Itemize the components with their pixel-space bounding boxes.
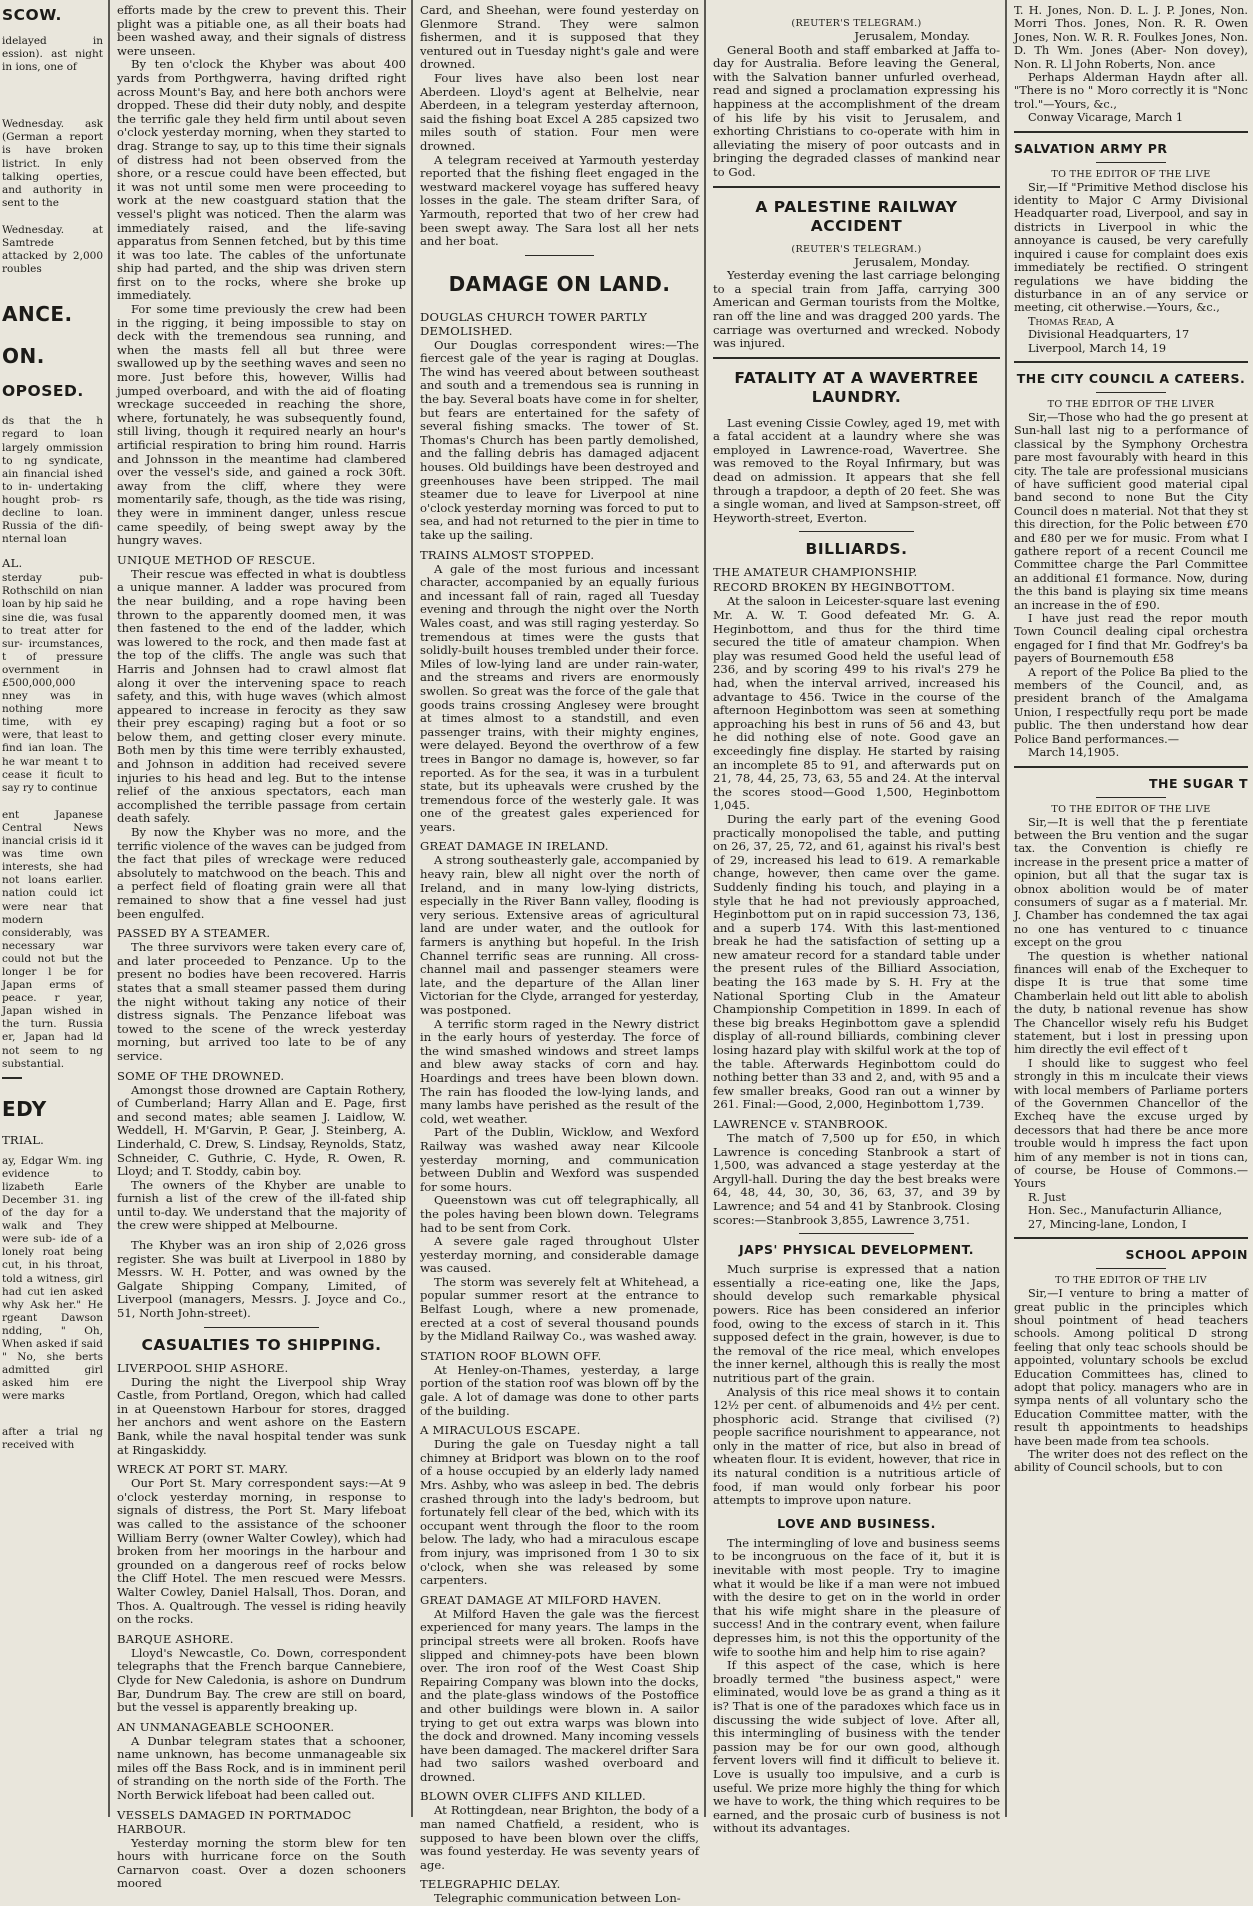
article-headline: BILLIARDS. [805, 540, 908, 559]
section-subheading: SOME OF THE DROWNED. [117, 1068, 285, 1083]
letter-paragraph: I should like to suggest who feel strongly in this m inculcate their views with local members of Parliame porters of the Governmen Chancellor of the Excheq have the excuse urged by decessors that had there be ance more trouble would h impress the fact upon him of any member is not in tions can, of course, be House of Commons.—Yours [1014, 1056, 1248, 1191]
wire-tag: (REUTER'S TELEGRAM.) [791, 18, 922, 29]
article-paragraph: efforts made by the crew to prevent this. Their plight was a pitiable one, as all their boats had been washed away, and their signals of distress were unseen. [117, 3, 406, 58]
wire-tag: (REUTER'S TELEGRAM.) [791, 243, 922, 255]
article-paragraph: Four lives have also been lost near Aberdeen. Lloyd's agent at Belhelvie, near Aberdeen, in a telegram yesterday afternoon, said the fishing boat Excel A 285 capsized two miles south of station. Four men were drowned. [420, 70, 699, 153]
editor-address: TO THE EDITOR OF THE LIV [1055, 1275, 1207, 1287]
fragment-heading: ANCE. [2, 302, 73, 327]
article-paragraph: During the early part of the evening Good practically monopolised the table, and putting on 26, 37, 25, 72, and 61, against his rival's best of 29, increased his lead to 619. A remarkable change, however, then came over the game. Suddenly finding his touch, and playing in a style that he had not previously approached, Heginbottom put on in rapid succession 73, 136, and a superb 174. With this last-mentioned break he had the satisfaction of setting up a new amateur record for a standard table under the present rules of the Billiard Association, beating the 163 made by S. H. Fry at the National Sporting Club in the Amateur Championship Competition in 1899. In each of these big breaks Heginbottom gave a splendid display of all-round billiards, combining clever losing hazard play with skilful work at the top of the table. Afterwards Heginbottom could do nothing better than 33 and 2, and, with 95 and a few smaller breaks, Good ran out a winner by 261. Final:—Good, 2,000, Heginbottom 1,739. [713, 811, 1000, 1112]
article-paragraph: Yesterday morning the storm blew for ten hours with hurricane force on the South Carnarvon coast. Over a dozen schooners moored [117, 1835, 406, 1891]
article-paragraph: Our Port St. Mary correspondent says:—At 9 o'clock yesterday morning, in response to signals of distress, the Port St. Mary lifeboat was called to the assistance of the schooner William Berry (owner Walter Cowley), which had broken from her moorings in the harbour and grounded on a dangerous reef of rocks below the Cliff Hotel. The men rescued were Messrs. Walter Cowley, Daniel Halsall, Thos. Doran, and Thos. A. Qualtrough. The vessel is riding heavily on the rocks. [117, 1476, 406, 1627]
section-subheading: BARQUE ASHORE. [117, 1631, 234, 1646]
section-subheading: GREAT DAMAGE AT MILFORD HAVEN. [420, 1592, 662, 1607]
article-paragraph: Lloyd's Newcastle, Co. Down, correspondent telegraphs that the French barque Cannebiere, Clyde for New Caledonia, is ashore on Dundrum Bar, Dundrum Bay. The crew are still on board, but the vessel is apparently breaking up. [117, 1645, 406, 1715]
section-subheading: VESSELS DAMAGED IN PORTMADOC HARBOUR. [117, 1807, 352, 1836]
letter-paragraph: Sir,—Those who had the go present at Sun-hall last nig to a performance of classical by the Symphony Orchestra pare most favourably with heard in this city. The tale are professional musicians of have sufficient good material cipal band second to none But the City Council does n material. Not that they st this direction, for the Polic between £70 and £80 per we for music. From what I gathere report of a recent Council me Committee charge the Parl Committee an additional £1 formance. Now, during the this band is playing six time means an increase in the of £90. [1014, 410, 1248, 612]
column-rule [704, 0, 706, 1817]
article-paragraph: Analysis of this rice meal shows it to contain 12½ per cent. of albumenoids and 4½ per cent. phosphoric acid. Strange that civilised (?) people sacrifice nourishment to appearance, not only in the matter of rice, but also in bread of wheaten flour. It is evident, however, that rice in its natural condition is a nutritious article of food, if man would only forbear his poor attempts to improve upon nature. [713, 1384, 1000, 1508]
article-paragraph: Our Douglas correspondent wires:—The fiercest gale of the year is raging at Douglas. The wind has veered about between southeast and south and a tremendous sea is running in the bay. Several boats have come in for shelter, but fears are entertained for the safety of several fishing smacks. The tower of St. Thomas's Church has been partly demolished, and the falling debris has damaged adjacent houses. Old buildings have been destroyed and greenhouses have been stripped. The mail steamer due to leave for Liverpool at nine o'clock yesterday morning was forced to put to sea, and had not returned to the pier in time to take up the sailing. [420, 337, 699, 542]
letter-paragraph: Sir,—I venture to bring a matter of great public in the principles which shoul pointment of head teachers schools. Among political D strong feeling that only teac schools should be appointed, voluntary schools be exclud Education Committees has, clined to adopt that policy. managers who are in sympa nents of all voluntary scho the Education Committee matter, with the result th appointments to headships have been made from tea schools. [1014, 1287, 1248, 1448]
letter-paragraph: The question is whether national finances will enab of the Exchequer to dispe It is true that some time Chamberlain held out litt able to abolish the duty, b national revenue has show The Chancellor wisely refu his Budget statement, but i lost in pressing upon him directly the evil effect of t [1014, 949, 1248, 1057]
article-paragraph: Last evening Cissie Cowley, aged 19, met with a fatal accident at a laundry where she was employed in Lawrence-road, Wavertree. She was removed to the Royal Infirmary, but was dead on admission. It appears that she fell through a trapdoor, a depth of 20 feet. She was a single woman, and lived at Sampson-street, off Heyworth-street, Everton. [713, 415, 1000, 525]
letter-signature: Thomas Read, A [1028, 314, 1114, 328]
letter-signature: Divisional Headquarters, 17 [1028, 328, 1190, 342]
article-paragraph: The match of 7,500 up for £50, in which Lawrence is conceding Stanbrook a start of 1,500, was advanced a stage yesterday at the Argyll-hall. During the day the best breaks were 64, 48, 44, 30, 30, 36, 63, 37, and 39 by Lawrence; and 54 and 41 by Stanbrook. Closing scores:—Stanbrook 3,855, Lawrence 3,751. [713, 1131, 1000, 1227]
article-paragraph: A telegram received at Yarmouth yesterday reported that the fishing fleet engaged in the westward mackerel voyage has suffered heavy losses in the gale. The steam drifter Sara, of Yarmouth, reported that two of her crew had been swept away. The Sara lost all her nets and her boat. [420, 152, 699, 249]
article-paragraph: At the saloon in Leicester-square last evening Mr. A. W. T. Good defeated Mr. G. A. Heginbottom, and thus for the third time secured the title of amateur champion. When play was resumed Good held the useful lead of 236, and by scoring 499 to his rival's 279 he had, when the interval arrived, increased his advantage to 456. Twice in the course of the afternoon Heginbottom was seen at something approaching his best in runs of 56 and 43, but he did nothing else of note. Good gave an exceedingly fine display. He started by raising an incomplete 85 to 91, and afterwards put on 21, 78, 44, 25, 73, 63, 55 and 24. At the interval the scores stood—Good 1,500, Heginbottom 1,045. [713, 594, 1000, 813]
letter-headline: SALVATION ARMY PR [1014, 140, 1168, 156]
article-paragraph: If this aspect of the case, which is here broadly termed "the business aspect," were eliminated, would love be as grand a thing as it is? That is one of the paradoxes which face us in discussing the wide subject of love. After all, this intermingling of business with the tender passion may be for our own good, although fervent lovers will find it difficult to believe it. Love is usually too impulsive, and a curb is useful. We prize more highly the thing for which we have to work, the thing which requires to be earned, and the prosaic curb of business is not without its advantages. [713, 1658, 1000, 1836]
article-paragraph: Card, and Sheehan, were found yesterday on Glenmore Strand. They were salmon fishermen, and it is supposed that they ventured out in Tuesday night's gale and were drowned. [420, 3, 699, 72]
dateline: Jerusalem, Monday. [854, 29, 970, 43]
section-subheading: WRECK AT PORT ST. MARY. [117, 1462, 289, 1477]
section-subheading: BLOWN OVER CLIFFS AND KILLED. [420, 1789, 646, 1804]
article-paragraph: A gale of the most furious and incessant character, accompanied by an equally furious and incessant fall of rain, raged all Tuesday evening and through the night over the North Wales coast, and was still raging yesterday. So tremendous at times were the gusts that solidly-built houses trembled under their force. Miles of low-lying land are under rain-water, and the streams and rivers are enormously swollen. So great was the force of the gale that goods trains crossing Anglesey were brought at times almost to a standstill, and even passenger trains, with their mighty engines, were delayed. Beyond the overthrow of a few trees in Bangor no damage is, however, so far reported. As for the sea, it was in a turbulent state, but its upheavals were crushed by the tremendous force of the westerly gale. It was one of the greatest gales experienced for years. [420, 561, 699, 834]
article-paragraph: Queenstown was cut off telegraphically, all the poles having been blown down. Telegrams had to be sent from Cork. [420, 1193, 699, 1235]
article-headline: LOVE AND BUSINESS. [777, 1515, 936, 1531]
fragment-paragraph: Wednesday. ask (German a report is have broken listrict. In enly talking operties, and authority in sent to the [2, 118, 103, 209]
article-paragraph: At Milford Haven the gale was the fiercest experienced for many years. The lamps in the principal streets were all broken. Roofs have slipped and chimney-pots have been blown over. The iron roof of the West Coast Ship Repairing Company was blown into the docks, and the plate-glass windows of the Postoffice and other buildings were blown in. A sailor trying to get out extra warps was blown into the dock and drowned. Many incoming vessels have been damaged. The mackerel drifter Sara had two sailors washed overboard and drowned. [420, 1606, 699, 1784]
column-2 [414, 0, 704, 1906]
article-headline: DAMAGE ON LAND. [448, 271, 671, 296]
article-paragraph: During the night the Liverpool ship Wray Castle, from Portland, Oregon, which had called in at Queenstown Harbour for stores, dragged her anchors and went ashore on the Eastern Bank, while the naval hospital tender was sunk at Ringaskiddy. [117, 1374, 406, 1457]
section-subheading: AN UNMANAGEABLE SCHOONER. [117, 1719, 335, 1734]
letter-signature: 27, Mincing-lane, London, I [1028, 1217, 1187, 1231]
letter-paragraph: Sir,—It is well that the p ferentiate between the Bru vention and the sugar tax. the Convention is chiefly re increase in the present price a matter of opinion, but all that the sugar tax is obnox abolition would be of mater consumers of sugar as a f material. Mr. J. Chamber has condemned the tax agai no one has ventured to c tinuance except on the grou [1014, 815, 1248, 950]
article-paragraph: Yesterday evening the last carriage belonging to a special train from Jaffa, carrying 300 American and German tourists from the Moltke, ran off the line and was dragged 200 yards. The carriage was overturned and wrecked. Nobody was injured. [713, 268, 1000, 351]
section-subheading: LAWRENCE v. STANBROOK. [713, 1117, 888, 1131]
editor-address: TO THE EDITOR OF THE LIVER [1047, 398, 1215, 410]
fragment-heading: SCOW. [2, 6, 62, 24]
section-subheading: PASSED BY A STEAMER. [117, 926, 271, 941]
fragment-paragraph: ent Japanese Central News inancial crisis id it was time own interests, she had not loans earlier. nation could ict were near that modern considerably, was necessary war could not but the longer l be for Japan erms of peace. r year, Japan wished in the turn. Russia er, Japan had ld not seem to ng substantial. [2, 808, 103, 1070]
article-paragraph: Part of the Dublin, Wicklow, and Wexford Railway was washed away near Kilcoole yesterday morning, and communication between Dublin and Wexford was suspended for some hours. [420, 1125, 699, 1194]
article-headline: CASUALTIES TO SHIPPING. [141, 1335, 382, 1354]
section-subheading: TRAINS ALMOST STOPPED. [420, 547, 595, 562]
article-headline: FATALITY AT A WAVERTREE LAUNDRY. [734, 368, 979, 406]
article-paragraph: Their rescue was effected in what is doubtless a unique manner. A ladder was procured from the near building, and a rope having been thrown to the apparently doomed men, it was then fastened to the end of the ladder, which was lowered to the rock, and then made fast at the top of the cliffs. The angle was such that Harris and Johnsen had to crawl almost flat along it over the intervening space to reach safety, and this, with huge waves (which almost appeared to increase in ferocity as they saw their prey escaping) raging but a foot or so below them, and getting closer every minute. Both men by this time were terribly exhausted, and Johnson in addition had received severe injuries to his head and leg. But to the intense relief of the anxious spectators, each man accomplished the terrible passage from certain death safely. [117, 566, 406, 826]
section-subheading: STATION ROOF BLOWN OFF. [420, 1348, 602, 1363]
letter-signature: Conway Vicarage, March 1 [1028, 111, 1184, 125]
editor-address: TO THE EDITOR OF THE LIVE [1051, 803, 1211, 815]
section-subheading: A MIRACULOUS ESCAPE. [420, 1423, 581, 1438]
fragment-paragraph: idelayed in ession). ast night in ions, one of [2, 35, 103, 74]
fragment-paragraph: ds that the h regard to loan largely ommission to ng syndicate, ain financial ished to in- undertaking hought prob- rs decline to loan. Russia of the difi- nternal loan [2, 415, 103, 546]
section-subheading: RECORD BROKEN BY HEGINBOTTOM. [713, 580, 955, 595]
column-4-fragment [1008, 0, 1253, 1817]
fragment-heading: ON. [2, 344, 45, 369]
section-subheading: THE AMATEUR CHAMPIONSHIP. [713, 565, 918, 580]
letter-paragraph: Sir,—If "Primitive Method disclose his identity to Major C Army Divisional Headquarter road, Liverpool, and say in districts in Liverpool in whic the annoyance is caused, be very carefully inquired i cause for complaint does exis immediately be rectified. O stringent regulations we have bidding the disturbance in an of any service or meeting, cit otherwise.—Yours, &c., [1014, 180, 1248, 315]
article-headline: A PALESTINE RAILWAY ACCIDENT [755, 197, 958, 235]
article-paragraph: At Henley-on-Thames, yesterday, a large portion of the station roof was blown off by the gale. A lot of damage was done to other parts of the building. [420, 1362, 699, 1418]
article-paragraph: Telegraphic communication between Lon- [434, 1891, 681, 1906]
letter-signature: March 14,1905. [1028, 746, 1120, 760]
fragment-paragraph: after a trial ng received with [2, 1425, 103, 1451]
letter-paragraph: The writer does not des reflect on the ability of Council schools, but to con [1014, 1447, 1248, 1475]
article-paragraph: General Booth and staff embarked at Jaffa to-day for Australia. Before leaving the General, with the Salvation banner unfurled overhead, read and signed a proclamation expressing his happiness at the accomplishment of the dream of his life by his visit to Jerusalem, and exhorting Christians to co-operate with him in alleviating the misery of poor outcasts and in bringing the degraded classes of mankind near to God. [713, 42, 1000, 179]
column-1 [111, 0, 411, 1891]
article-paragraph: The storm was severely felt at Whitehead, a popular summer resort at the entrance to Belfast Lough, where a new promenade, erected at a cost of several thousand pounds by the Midland Railway Co., was washed away. [420, 1274, 699, 1344]
letter-paragraph: I have just read the repor mouth Town Council dealing cipal orchestra engaged for I find that Mr. Godfrey's ba payers of Bournemouth £58 [1014, 612, 1248, 666]
article-paragraph: A Dunbar telegram states that a schooner, name unknown, has become unmanageable six miles off the Bass Rock, and is in imminent peril of stranding on the north side of the Forth. The North Berwick lifeboat had been called out. [117, 1733, 406, 1803]
letter-signature: Hon. Sec., Manufacturin Alliance, [1028, 1204, 1223, 1218]
fragment-heading: OPOSED. [2, 382, 84, 401]
dateline: Jerusalem, Monday. [854, 254, 970, 269]
column-rule [108, 0, 110, 1817]
fragment-paragraph: ay, Edgar Wm. ing evidence to lizabeth Earle December 31. ing of the day for a walk and They were sub- ide of a lonely roat being cut, in his throat, told a witness, girl had cut ien asked why Ask her." He rgeant Dawson ndding, " Oh, When asked if said " No, she berts admitted girl asked him ere were marks [2, 1154, 103, 1403]
letter-paragraph: A report of the Police Ba plied to the members of the Council, and, as president branch of the Amalgama Union, I respectfully requ port be made public. The then understand how dear Police Band performances.— [1014, 665, 1248, 746]
article-headline: JAPS' PHYSICAL DEVELOPMENT. [739, 1242, 974, 1258]
article-paragraph: The owners of the Khyber are unable to furnish a list of the crew of the ill-fated ship until to-day. We understand that the majority of the crew were shipped at Melbourne. [117, 1177, 406, 1233]
fragment-subheading: AL. [2, 556, 23, 571]
article-paragraph: Amongst those drowned are Captain Rothery, of Cumberland; Harry Allan and E. Page, first and second mates; able seamen J. Laidlow, W. Weddell, H. M'Garvin, P. Gear, J. Steinberg, A. Linderhald, C. Drew, S. Lindsay, Reynolds, Statz, Schneider, C. Guthrie, C. Hyde, R. Owen, R. Lloyd; and T. Stoddy, cabin boy. [117, 1082, 406, 1179]
article-paragraph: By now the Khyber was no more, and the terrific violence of the waves can be judged from the fact that piles of wreckage were reduced absolutely to matchwood on the beach. This and a perfect field of floating grain were all that remained to show that a fine vessel had just been engulfed. [117, 825, 406, 921]
article-paragraph: The three survivors were taken every care of, and later proceeded to Penzance. Up to the present no bodies have been recovered. Harris states that a small steamer passed them during the night without taking any notice of their distress signals. The Penzance lifeboat was towed to the scene of the wreck yesterday morning, but arrived too late to be of any service. [117, 940, 406, 1063]
article-paragraph: At Rottingdean, near Brighton, the body of a man named Chatfield, a resident, who is supposed to have been blown over the cliffs, was found yesterday. He was seventy years of age. [420, 1803, 699, 1872]
article-paragraph: The intermingling of love and business seems to be incongruous on the face of it, but it is inevitable with most people. Try to imagine what it would be like if a man were not imbued with the desire to get on in the world in order that his wife might share in the pleasure of success! And in the contrary event, when failure depresses him, is not this the opportunity of the wife to soothe him and help him to rise again? [713, 1535, 1000, 1659]
column-0-fragment [0, 0, 108, 1817]
article-paragraph: For some time previously the crew had been in the rigging, it being impossible to stay on deck with the tremendous sea running, and when the masts fell all but three were swallowed up by the seething waves and seen no more. Just before this, however, Willis had jumped overboard, and with the aid of floating wreckage succeeded in reaching the shore, where, fortunately, he was subsequently found, still living, though it required nearly an hour's artificial respiration to bring him round. Harris and Johnsson in the meantime had clambered over the vessel's side, and gained a rock 30ft. away from the cliff, where they were momentarily safe, though, as the tide was rising, they were in imminent danger, unless rescue came speedily, of being swept away by the hungry waves. [117, 302, 406, 548]
letter-paragraph: Perhaps Alderman Haydn after all. "There is no " Moro correctly it is "Nonc trol."—Yours, &c., [1014, 71, 1248, 111]
letter-signature: R. Just [1028, 1190, 1066, 1204]
letter-headline: THE CITY COUNCIL A CATEERS. [1016, 370, 1246, 386]
article-paragraph: A terrific storm raged in the Newry district in the early hours of yesterday. The force of the wind smashed windows and street lamps and blew away stacks of corn and hay. Hoardings and trees have been blown down. The rain has flooded the low-lying lands, and many lambs have perished as the result of the cold, wet weather. [420, 1016, 699, 1126]
letter-headline: SCHOOL APPOIN [1125, 1247, 1248, 1263]
letter-list: T. H. Jones, Non. D. L. J. P. Jones, Non. Morri Thos. Jones, Non. R. R. Owen Jones, Non. W. R. R. Foulkes Jones, Non. D. Th Wm. Jones (Aber- Non dovey), Non. R. Ll John Roberts, Non. ance [1014, 4, 1248, 71]
fragment-paragraph: Wednesday. at Samtrede attacked by 2,000 roubles [2, 223, 103, 276]
article-paragraph: During the gale on Tuesday night a tall chimney at Bridport was blown on to the roof of a house occupied by an elderly lady named Mrs. Ashby, who was asleep in bed. The debris crashed through into the lady's bedroom, but fortunately fell clear of the bed, which with its occupant went through the floor to the room below. The lady, who had a miraculous escape from injury, was imprisoned from 1 30 to six o'clock, when she was released by some carpenters. [420, 1437, 699, 1588]
section-subheading: LIVERPOOL SHIP ASHORE. [117, 1360, 289, 1375]
column-rule [1005, 0, 1007, 1817]
article-paragraph: Much surprise is expressed that a nation essentially a rice-eating one, like the Japs, should develop such remarkable physical powers. Rice has been considered an inferior food, owing to the excess of starch in it. This supposed defect in the grain, however, is due to the removal of the rice meal, which envelopes the inner kernel, although this is really the most nutritious part of the grain. [713, 1262, 1000, 1385]
article-paragraph: A severe gale raged throughout Ulster yesterday morning, and considerable damage was caused. [420, 1234, 699, 1276]
fragment-subheading: TRIAL. [2, 1132, 44, 1147]
letter-signature: Liverpool, March 14, 19 [1028, 341, 1167, 355]
letter-headline: THE SUGAR T [1149, 775, 1248, 791]
article-paragraph: The Khyber was an iron ship of 2,026 gross register. She was built at Liverpool in 1880 by Messrs. W. H. Potter, and was owned by the Galgate Shipping Company, Limited, of Liverpool (managers, Messrs. J. Joyce and Co., 51, North John-street). [117, 1238, 406, 1321]
section-subheading: TELEGRAPHIC DELAY. [420, 1877, 561, 1892]
article-paragraph: A strong southeasterly gale, accompanied by heavy rain, blew all night over the north of Ireland, and in many low-lying districts, especially in the River Bann valley, flooding is very serious. Extensive areas of agricultural land are under water, and the outlook for farmers is anything but hopeful. In the Irish Channel terrific seas are running. All cross-channel mail and passenger steamers were late, and the departure of the Allan liner Victorian for the Clyde, arranged for yesterday, was postponed. [420, 853, 699, 1017]
section-subheading: DOUGLAS CHURCH TOWER PARTLY DEMOLISHED. [420, 309, 648, 338]
article-paragraph: By ten o'clock the Khyber was about 400 yards from Porthgwerra, having drifted right across Mount's Bay, and here both anchors were dropped. These did their duty nobly, and despite the terrific gale they held firm until about seven o'clock yesterday morning, when they started to drag. Strange to say, up to this time their signals of distress had not been observed from the shore, or a rescue could have been effected, but it was not until some men were proceeding to work at the new coastguard station that the vessel's plight was noticed. Then the alarm was immediately raised, and the life-saving apparatus from Sennen fetched, but by this time it was too late. The cables of the unfortunate ship had parted, and the ship was driven stern first on to the rocks, where she broke up immediately. [117, 57, 406, 303]
editor-address: TO THE EDITOR OF THE LIVE [1051, 168, 1211, 180]
fragment-paragraph: sterday pub- Rothschild on nian loan by hip said he sine die, was fusal to treat atter for sur- ircumstances, t of pressure overnment in £500,000,000 nney was in nothing more time, with ey were, that least to find ian loan. The he war meant t to cease it ficult to say ry to continue [2, 572, 103, 794]
fragment-heading: EDY [2, 1096, 47, 1121]
section-subheading: UNIQUE METHOD OF RESCUE. [117, 552, 316, 567]
section-subheading: GREAT DAMAGE IN IRELAND. [420, 839, 609, 854]
column-3 [707, 0, 1005, 1836]
column-rule [411, 0, 413, 1817]
